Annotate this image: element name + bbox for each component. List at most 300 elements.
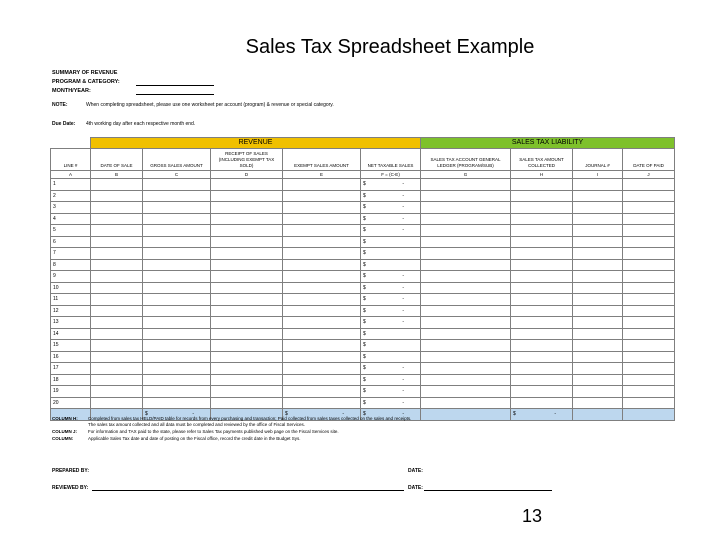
line-number: 11	[51, 294, 91, 306]
table-cell[interactable]	[573, 271, 623, 283]
table-cell[interactable]	[211, 190, 283, 202]
table-cell[interactable]	[623, 328, 675, 340]
net-taxable-cell[interactable]	[361, 179, 421, 191]
table-row	[51, 225, 675, 237]
currency-sign: $	[363, 204, 366, 211]
table-cell[interactable]	[211, 213, 283, 225]
month-line	[136, 94, 214, 95]
table-cell[interactable]	[283, 213, 361, 225]
total-cell	[511, 409, 573, 421]
table-cell[interactable]	[211, 340, 283, 352]
net-taxable-cell[interactable]	[361, 328, 421, 340]
table-cell[interactable]	[211, 317, 283, 329]
table-cell[interactable]	[143, 305, 211, 317]
table-cell[interactable]	[511, 236, 573, 248]
table-cell[interactable]	[91, 397, 143, 409]
table-cell[interactable]	[211, 282, 283, 294]
table-cell[interactable]	[143, 179, 211, 191]
currency-sign: $	[363, 365, 366, 372]
table-cell[interactable]	[283, 328, 361, 340]
column-letter: F = (C-E)	[361, 171, 421, 179]
table-cell[interactable]	[211, 397, 283, 409]
table-cell[interactable]	[421, 340, 511, 352]
table-cell[interactable]	[511, 248, 573, 260]
table-cell[interactable]	[511, 328, 573, 340]
column-header: SALES TAX ACCOUNT GENERAL LEDGER (PROGRAM/SUB)	[421, 149, 511, 171]
table-cell[interactable]	[143, 328, 211, 340]
date-line-2	[424, 490, 552, 491]
table-cell[interactable]	[573, 282, 623, 294]
table-cell[interactable]	[421, 363, 511, 375]
table-cell[interactable]	[421, 351, 511, 363]
currency-sign: $	[363, 250, 366, 257]
table-cell[interactable]	[421, 386, 511, 398]
total-amount: -	[342, 411, 344, 418]
total-currency: $	[363, 411, 366, 418]
date-label-1: DATE:	[408, 468, 423, 474]
net-taxable-cell[interactable]	[361, 225, 421, 237]
table-cell[interactable]	[211, 305, 283, 317]
footer-j-text: For information and TAX paid to the state, please refer to Sales Tax payments published web page on the Fiscal Services site.	[88, 429, 339, 434]
net-taxable-cell[interactable]	[361, 202, 421, 214]
table-cell[interactable]	[91, 328, 143, 340]
table-cell[interactable]	[511, 340, 573, 352]
currency-sign: $	[363, 238, 366, 245]
table-cell[interactable]	[91, 271, 143, 283]
table-cell[interactable]	[511, 213, 573, 225]
table-cell[interactable]	[511, 202, 573, 214]
table-row	[51, 317, 675, 329]
column-letter: A	[51, 171, 91, 179]
table-cell[interactable]	[211, 179, 283, 191]
table-cell[interactable]	[573, 179, 623, 191]
table-cell[interactable]	[573, 213, 623, 225]
table-cell[interactable]	[623, 397, 675, 409]
amount-value: -	[402, 365, 405, 372]
table-cell[interactable]	[573, 248, 623, 260]
table-cell[interactable]	[91, 374, 143, 386]
footer-h-text: Completed from sales tax HELD/PAID table for records from every purchasing and transaction; Paid collected from sales taxes collected on the sales and receipts.	[88, 416, 412, 421]
column-letter: I	[573, 171, 623, 179]
table-cell[interactable]	[91, 213, 143, 225]
line-number: 5	[51, 225, 91, 237]
footer-h-label: COLUMN H:	[52, 416, 78, 421]
column-letter: B	[91, 171, 143, 179]
table-cell[interactable]	[573, 386, 623, 398]
table-cell[interactable]	[143, 294, 211, 306]
table-cell[interactable]	[511, 294, 573, 306]
net-taxable-cell[interactable]	[361, 317, 421, 329]
net-taxable-cell[interactable]	[361, 305, 421, 317]
table-cell[interactable]	[511, 397, 573, 409]
table-cell[interactable]	[421, 225, 511, 237]
table-cell[interactable]	[511, 374, 573, 386]
reviewed-by-line	[92, 490, 404, 491]
table-cell[interactable]	[91, 179, 143, 191]
footer-col-text: Applicable Sales Tax date and date of posting on the Fiscal office, record the credit date in the Budget Sys.	[88, 436, 301, 441]
total-cell	[421, 409, 511, 421]
table-cell[interactable]	[623, 259, 675, 271]
line-number: 16	[51, 351, 91, 363]
table-cell[interactable]	[623, 179, 675, 191]
table-cell[interactable]	[143, 213, 211, 225]
line-number: 2	[51, 190, 91, 202]
table-cell[interactable]	[421, 236, 511, 248]
amount-value: -	[402, 388, 405, 395]
total-amount: -	[192, 411, 194, 418]
table-cell[interactable]	[623, 305, 675, 317]
amount-value: -	[402, 284, 405, 291]
table-cell[interactable]	[623, 225, 675, 237]
line-number: 3	[51, 202, 91, 214]
table-cell[interactable]	[623, 213, 675, 225]
table-cell[interactable]	[511, 282, 573, 294]
date-label-2: DATE:	[408, 485, 423, 491]
table-cell[interactable]	[511, 179, 573, 191]
table-cell[interactable]	[91, 351, 143, 363]
table-row	[51, 179, 675, 191]
table-row	[51, 305, 675, 317]
table-cell[interactable]	[211, 294, 283, 306]
column-header: EXEMPT SALES AMOUNT	[283, 149, 361, 171]
currency-sign: $	[363, 192, 366, 199]
footer-note-col	[52, 436, 300, 442]
table-cell[interactable]	[283, 259, 361, 271]
table-cell[interactable]	[573, 328, 623, 340]
amount-value: -	[402, 319, 405, 326]
table-cell[interactable]	[623, 294, 675, 306]
table-cell[interactable]	[211, 328, 283, 340]
table-cell[interactable]	[283, 363, 361, 375]
table-cell[interactable]	[573, 363, 623, 375]
net-taxable-cell[interactable]	[361, 259, 421, 271]
table-cell[interactable]	[623, 340, 675, 352]
table-row	[51, 248, 675, 260]
table-cell[interactable]	[511, 271, 573, 283]
table-cell[interactable]	[91, 236, 143, 248]
table-cell[interactable]	[623, 248, 675, 260]
table-cell[interactable]	[421, 259, 511, 271]
table-row	[51, 340, 675, 352]
currency-sign: $	[363, 307, 366, 314]
table-cell[interactable]	[623, 282, 675, 294]
table-cell[interactable]	[623, 236, 675, 248]
table-cell[interactable]	[143, 317, 211, 329]
total-cell	[623, 409, 675, 421]
table-cell[interactable]	[211, 386, 283, 398]
table-cell[interactable]	[573, 374, 623, 386]
line-number: 17	[51, 363, 91, 375]
program-label: PROGRAM & CATEGORY:	[52, 79, 120, 85]
revenue-header: REVENUE	[91, 138, 421, 149]
line-number: 20	[51, 397, 91, 409]
net-taxable-cell[interactable]	[361, 248, 421, 260]
table-cell[interactable]	[573, 351, 623, 363]
net-taxable-cell[interactable]	[361, 271, 421, 283]
amount-value: -	[402, 399, 405, 406]
table-cell[interactable]	[511, 363, 573, 375]
currency-sign: $	[363, 261, 366, 268]
table-cell[interactable]	[573, 294, 623, 306]
column-header: LINE #	[51, 149, 91, 171]
table-cell[interactable]	[143, 351, 211, 363]
table-cell[interactable]	[91, 363, 143, 375]
table-cell[interactable]	[211, 225, 283, 237]
table-row	[51, 282, 675, 294]
line-number: 4	[51, 213, 91, 225]
column-letter: D	[211, 171, 283, 179]
table-cell[interactable]	[91, 248, 143, 260]
table-cell[interactable]	[511, 190, 573, 202]
amount-value: -	[402, 227, 405, 234]
currency-sign: $	[363, 319, 366, 326]
net-taxable-cell[interactable]	[361, 363, 421, 375]
table-cell[interactable]	[573, 190, 623, 202]
table-cell[interactable]	[421, 374, 511, 386]
line-number: 7	[51, 248, 91, 260]
slide-title: Sales Tax Spreadsheet Example	[245, 36, 535, 58]
table-cell[interactable]	[623, 351, 675, 363]
table-cell[interactable]	[283, 397, 361, 409]
line-number: 13	[51, 317, 91, 329]
prepared-by-label: PREPARED BY:	[52, 468, 90, 474]
column-header: DATE OF SALE	[91, 149, 143, 171]
table-cell[interactable]	[283, 271, 361, 283]
table-row	[51, 213, 675, 225]
table-cell[interactable]	[91, 386, 143, 398]
total-currency: $	[513, 411, 516, 418]
total-amount: -	[402, 411, 405, 418]
table-cell[interactable]	[511, 386, 573, 398]
table-cell[interactable]	[283, 179, 361, 191]
net-taxable-cell[interactable]	[361, 340, 421, 352]
line-number: 1	[51, 179, 91, 191]
line-number: 19	[51, 386, 91, 398]
table-cell[interactable]	[283, 374, 361, 386]
program-line	[136, 85, 214, 86]
table-cell[interactable]	[91, 282, 143, 294]
table-cell[interactable]	[143, 236, 211, 248]
net-taxable-cell[interactable]	[361, 236, 421, 248]
table-cell[interactable]	[421, 305, 511, 317]
table-cell[interactable]	[283, 282, 361, 294]
table-cell[interactable]	[91, 294, 143, 306]
table-cell[interactable]	[143, 259, 211, 271]
table-cell[interactable]	[623, 374, 675, 386]
net-taxable-cell[interactable]	[361, 397, 421, 409]
line-number: 12	[51, 305, 91, 317]
net-taxable-cell[interactable]	[361, 282, 421, 294]
table-cell[interactable]	[91, 225, 143, 237]
table-cell[interactable]	[283, 294, 361, 306]
currency-sign: $	[363, 388, 366, 395]
column-letter: G	[421, 171, 511, 179]
table-cell[interactable]	[211, 271, 283, 283]
table-cell[interactable]	[143, 271, 211, 283]
table-cell[interactable]	[573, 225, 623, 237]
net-taxable-cell[interactable]	[361, 213, 421, 225]
table-cell[interactable]	[211, 363, 283, 375]
line-number: 8	[51, 259, 91, 271]
net-taxable-cell[interactable]	[361, 190, 421, 202]
table-cell[interactable]	[511, 351, 573, 363]
currency-sign: $	[363, 399, 366, 406]
table-cell[interactable]	[143, 340, 211, 352]
table-cell[interactable]	[421, 282, 511, 294]
table-cell[interactable]	[573, 305, 623, 317]
table-cell[interactable]	[421, 179, 511, 191]
table-cell[interactable]	[143, 363, 211, 375]
footer-col-label: COLUMN:	[52, 436, 74, 441]
table-cell[interactable]	[573, 259, 623, 271]
table-cell[interactable]	[211, 259, 283, 271]
currency-sign: $	[363, 330, 366, 337]
table-cell[interactable]	[623, 202, 675, 214]
table-cell[interactable]	[421, 317, 511, 329]
table-cell[interactable]	[421, 213, 511, 225]
table-cell[interactable]	[91, 317, 143, 329]
footer-note-j	[52, 429, 339, 435]
table-cell[interactable]	[143, 386, 211, 398]
net-taxable-cell[interactable]	[361, 351, 421, 363]
table-row	[51, 271, 675, 283]
liability-header: SALES TAX LIABILITY	[421, 138, 675, 149]
amount-value: -	[402, 273, 405, 280]
currency-sign: $	[363, 273, 366, 280]
table-row	[51, 202, 675, 214]
amount-value: -	[402, 296, 405, 303]
due-date	[52, 121, 195, 128]
currency-sign: $	[363, 284, 366, 291]
table-cell[interactable]	[623, 363, 675, 375]
line-number: 14	[51, 328, 91, 340]
reviewed-by-label: REVIEWED BY:	[52, 485, 89, 491]
amount-value: -	[402, 376, 405, 383]
table-cell[interactable]	[91, 190, 143, 202]
table-cell[interactable]	[421, 328, 511, 340]
table-cell[interactable]	[511, 317, 573, 329]
table-cell[interactable]	[143, 248, 211, 260]
sales-tax-table	[50, 137, 675, 421]
column-header: RECEIPT OF SALES (INCLUDING EXEMPT TAX SOLD)	[211, 149, 283, 171]
line-number: 9	[51, 271, 91, 283]
table-cell[interactable]	[623, 271, 675, 283]
table-cell[interactable]	[283, 351, 361, 363]
column-letter: H	[511, 171, 573, 179]
page-number: 13	[522, 506, 543, 526]
table-cell[interactable]	[91, 340, 143, 352]
table-cell[interactable]	[283, 386, 361, 398]
table-cell[interactable]	[511, 305, 573, 317]
table-cell[interactable]	[573, 317, 623, 329]
line-number: 10	[51, 282, 91, 294]
line-number: 18	[51, 374, 91, 386]
table-cell[interactable]	[573, 202, 623, 214]
table-cell[interactable]	[421, 397, 511, 409]
due-label: Due Date:	[52, 121, 76, 127]
net-taxable-cell[interactable]	[361, 294, 421, 306]
table-cell[interactable]	[143, 202, 211, 214]
net-taxable-cell[interactable]	[361, 386, 421, 398]
table-cell[interactable]	[91, 259, 143, 271]
currency-sign: $	[363, 181, 366, 188]
amount-value: -	[402, 192, 405, 199]
column-header: GROSS SALES AMOUNT	[143, 149, 211, 171]
note	[52, 102, 334, 109]
table-cell[interactable]	[623, 190, 675, 202]
table-cell[interactable]	[211, 202, 283, 214]
column-letter: J	[623, 171, 675, 179]
table-cell[interactable]	[211, 351, 283, 363]
table-cell[interactable]	[511, 259, 573, 271]
table-cell[interactable]	[421, 271, 511, 283]
table-cell[interactable]	[421, 202, 511, 214]
table-cell[interactable]	[211, 236, 283, 248]
column-header: NET TAXABLE SALES	[361, 149, 421, 171]
month-label: MONTH/YEAR:	[52, 88, 91, 94]
table-cell[interactable]	[283, 190, 361, 202]
table-cell[interactable]	[91, 305, 143, 317]
currency-sign: $	[363, 376, 366, 383]
table-row	[51, 294, 675, 306]
table-cell[interactable]	[421, 248, 511, 260]
line-number: 15	[51, 340, 91, 352]
table-cell[interactable]	[91, 202, 143, 214]
currency-sign: $	[363, 353, 366, 360]
footer-j-label: COLUMN J:	[52, 429, 77, 434]
table-cell[interactable]	[283, 225, 361, 237]
amount-value: -	[402, 181, 405, 188]
amount-value: -	[402, 215, 405, 222]
table-row	[51, 374, 675, 386]
table-cell[interactable]	[283, 248, 361, 260]
currency-sign: $	[363, 215, 366, 222]
table-cell[interactable]	[143, 397, 211, 409]
table-cell[interactable]	[623, 317, 675, 329]
table-cell[interactable]	[283, 305, 361, 317]
table-cell[interactable]	[283, 236, 361, 248]
table-cell[interactable]	[573, 397, 623, 409]
table-cell[interactable]	[211, 374, 283, 386]
table-cell[interactable]	[421, 294, 511, 306]
table-cell[interactable]	[623, 386, 675, 398]
table-cell[interactable]	[143, 225, 211, 237]
due-text: 4th working day after each respective month end.	[86, 121, 196, 127]
table-cell[interactable]	[511, 225, 573, 237]
column-header: SALES TAX AMOUNT COLLECTED	[511, 149, 573, 171]
column-letter: E	[283, 171, 361, 179]
table-cell[interactable]	[283, 340, 361, 352]
note-label: NOTE:	[52, 102, 68, 108]
table-cell[interactable]	[573, 236, 623, 248]
net-taxable-cell[interactable]	[361, 374, 421, 386]
table-cell[interactable]	[283, 202, 361, 214]
table-cell[interactable]	[143, 374, 211, 386]
summary-heading: SUMMARY OF REVENUE	[52, 70, 118, 76]
table-cell[interactable]	[143, 190, 211, 202]
table-row	[51, 328, 675, 340]
table-cell[interactable]	[283, 317, 361, 329]
note-text: When completing spreadsheet, please use one worksheet per account (program) & revenue or special category.	[86, 102, 334, 108]
column-header: JOURNAL #	[573, 149, 623, 171]
column-header: DATE OF PAID	[623, 149, 675, 171]
table-row	[51, 190, 675, 202]
table-cell[interactable]	[143, 282, 211, 294]
table-cell[interactable]	[211, 248, 283, 260]
table-cell[interactable]	[573, 340, 623, 352]
total-cell	[573, 409, 623, 421]
table-cell[interactable]	[421, 190, 511, 202]
